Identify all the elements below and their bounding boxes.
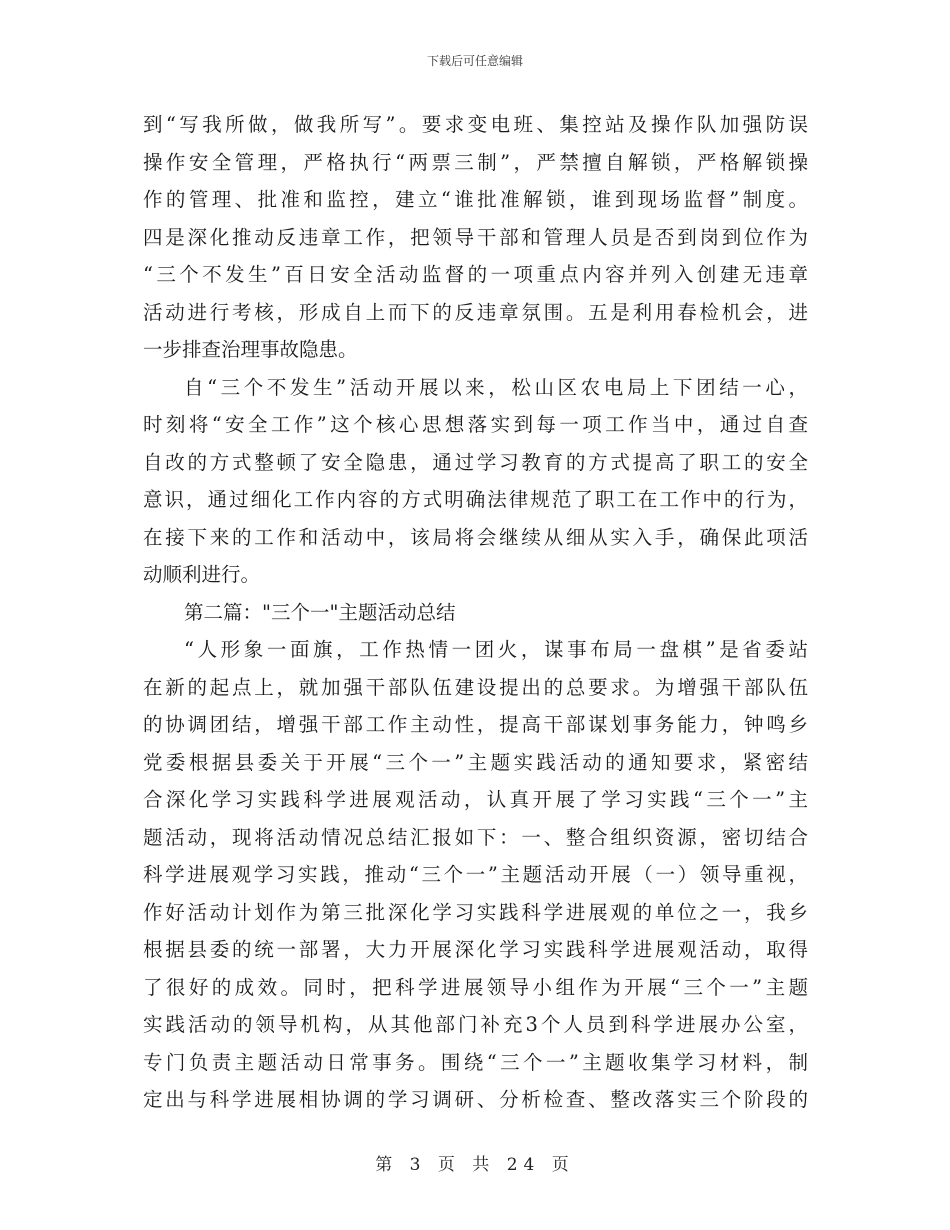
text-line: 了很好的成效。同时，把科学进展领导小组作为开展“三个一”主题	[143, 975, 808, 999]
text-line: 作的管理、批准和监控，建立“谁批准解锁，谁到现场监督”制度。	[143, 188, 808, 211]
section-heading: 第二篇："三个一"主题活动总结	[184, 600, 456, 624]
text-line: 操作安全管理，严格执行“两票三制”，严禁擅自解锁，严格解锁操	[143, 150, 808, 174]
text-line: 自改的方式整顿了安全隐患，通过学习教育的方式提高了职工的安全	[143, 450, 808, 474]
text-line: 时刻将“安全工作”这个核心思想落实到每一项工作当中，通过自查	[143, 413, 808, 436]
text-line: 自“三个不发生”活动开展以来，松山区农电局上下团结一心，	[184, 375, 808, 399]
document-body	[143, 106, 808, 1119]
text-line: 根据县委的统一部署，大力开展深化学习实践科学进展观活动，取得	[143, 938, 808, 961]
text-line: “人形象一面旗，工作热情一团火，谋事布局一盘棋”是省委站	[184, 638, 808, 661]
text-line: 意识，通过细化工作内容的方式明确法律规范了职工在工作中的行为，	[143, 488, 808, 511]
text-line: 活动进行考核，形成自上而下的反违章氛围。五是利用春检机会，进	[143, 300, 808, 324]
text-line: 到“写我所做，做我所写”。要求变电班、集控站及操作队加强防误	[143, 113, 808, 136]
text-line: 定出与科学进展相协调的学习调研、分析检查、整改落实三个阶段的	[143, 1088, 808, 1111]
text-line: 在新的起点上，就加强干部队伍建设提出的总要求。为增强干部队伍	[143, 675, 808, 699]
text-line: 实践活动的领导机构，从其他部门补充3个人员到科学进展办公室，	[143, 1013, 808, 1036]
text-line: 一步排查治理事故隐患。	[143, 338, 358, 361]
text-line: “三个不发生”百日安全活动监督的一项重点内容并列入创建无违章	[143, 263, 808, 286]
text-line: 四是深化推动反违章工作，把领导干部和管理人员是否到岗到位作为	[143, 225, 808, 249]
text-line: 在接下来的工作和活动中，该局将会继续从细从实入手，确保此项活	[143, 525, 808, 549]
text-line: 专门负责主题活动日常事务。围绕“三个一”主题收集学习材料，制	[143, 1050, 808, 1074]
text-line: 动顺利进行。	[143, 563, 261, 586]
text-line: 党委根据县委关于开展“三个一”主题实践活动的通知要求，紧密结	[143, 750, 808, 774]
page-header: 下载后可任意编辑	[426, 54, 523, 68]
page-footer: 第 3 页 共 24 页	[375, 1155, 575, 1175]
text-line: 合深化学习实践科学进展观活动，认真开展了学习实践“三个一”主	[143, 788, 808, 811]
text-line: 题活动，现将活动情况总结汇报如下：一、整合组织资源，密切结合	[143, 825, 808, 849]
text-line: 作好活动计划作为第三批深化学习实践科学进展观的单位之一，我乡	[143, 900, 808, 924]
text-line: 的协调团结，增强干部工作主动性，提高干部谋划事务能力，钟鸣乡	[143, 713, 808, 736]
text-line: 科学进展观学习实践，推动“三个一”主题活动开展（一）领导重视，	[143, 863, 808, 886]
